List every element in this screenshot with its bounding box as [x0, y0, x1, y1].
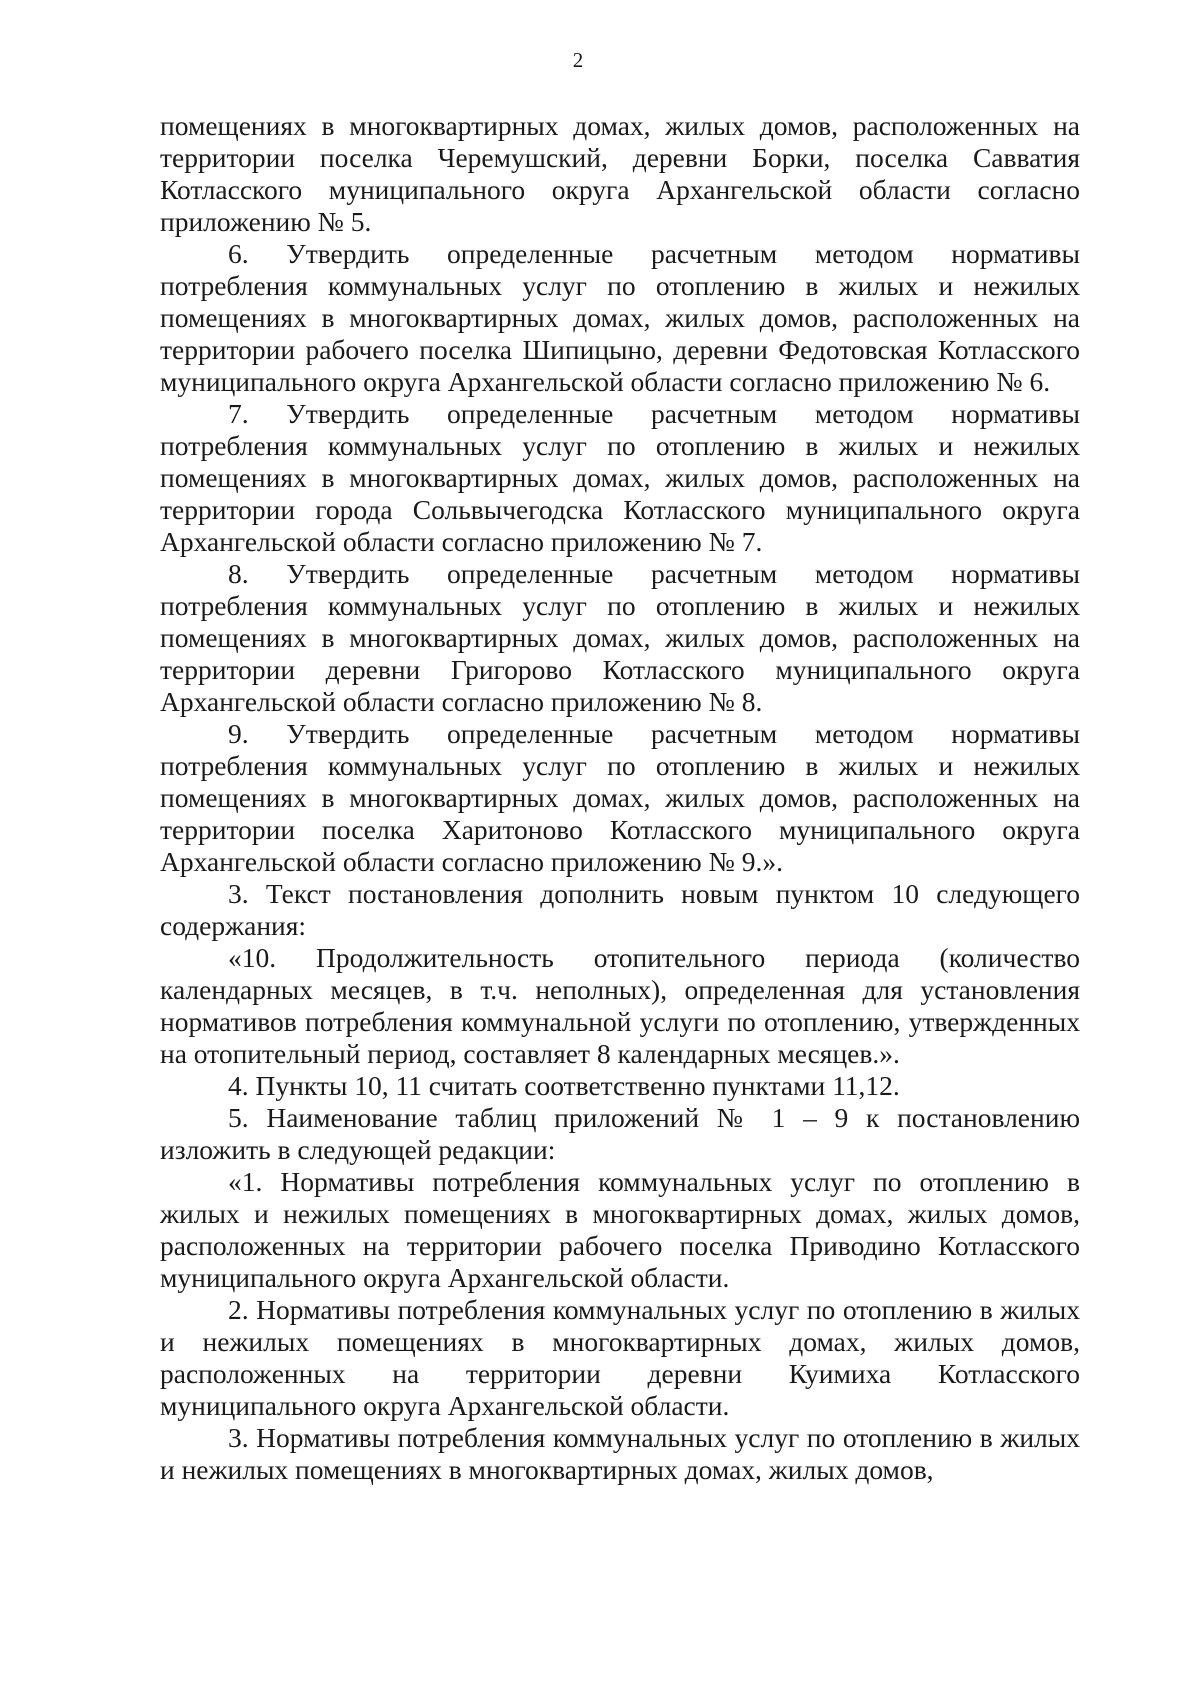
paragraph-item-9: 9. Утвердить определенные расчетным методом нормативы потребления коммунальных услуг по отоплению в жилых и нежилых помещениях в многоквартирных домах, жилых домов, расположенных на территории поселка Харитоново Котласского муниципального округа Архангельской области согласно приложению № 9.».	[160, 718, 1080, 877]
paragraph-point-5: 5. Наименование таблиц приложений № 1 – 9 к постановлению изложить в следующей редакции:	[160, 1102, 1080, 1165]
paragraph-table-2: 2. Нормативы потребления коммунальных услуг по отоплению в жилых и нежилых помещениях в многоквартирных домах, жилых домов, расположенных на территории деревни Куимиха Котласского муниципального округа Архангельской области.	[160, 1294, 1080, 1421]
paragraph-table-1: «1. Нормативы потребления коммунальных услуг по отоплению в жилых и нежилых помещениях в многоквартирных домах, жилых домов, расположенных на территории рабочего поселка Приводино Котласского муниципального округа Архангельской области.	[160, 1166, 1080, 1293]
page-number: 2	[572, 48, 584, 72]
paragraph-item-8: 8. Утвердить определенные расчетным методом нормативы потребления коммунальных услуг по отоплению в жилых и нежилых помещениях в многоквартирных домах, жилых домов, расположенных на территории деревни Григорово Котласского муниципального округа Архангельской области согласно приложению № 8.	[160, 558, 1080, 717]
paragraph-point-3: 3. Текст постановления дополнить новым пунктом 10 следующего содержания:	[160, 878, 1080, 941]
paragraph-item-6: 6. Утвердить определенные расчетным методом нормативы потребления коммунальных услуг по отоплению в жилых и нежилых помещениях в многоквартирных домах, жилых домов, расположенных на территории рабочего поселка Шипицыно, деревни Федотовская Котласского муниципального округа Архангельской области согласно приложению № 6.	[160, 238, 1080, 397]
paragraph-continuation: помещениях в многоквартирных домах, жилых домов, расположенных на территории поселка Черемушский, деревни Борки, поселка Савватия Котласского муниципального округа Архангельской области согласно приложению № 5.	[160, 110, 1080, 237]
paragraph-new-item-10: «10. Продолжительность отопительного периода (количество календарных месяцев, в т.ч. неполных), определенная для установления нормативов потребления коммунальной услуги по отоплению, утвержденных на отопительный период, составляет 8 календарных месяцев.».	[160, 942, 1080, 1069]
paragraph-item-7: 7. Утвердить определенные расчетным методом нормативы потребления коммунальных услуг по отоплению в жилых и нежилых помещениях в многоквартирных домах, жилых домов, расположенных на территории города Сольвычегодска Котласского муниципального округа Архангельской области согласно приложению № 7.	[160, 398, 1080, 557]
paragraph-point-4: 4. Пункты 10, 11 считать соответственно пунктами 11,12.	[228, 1070, 900, 1101]
document-body	[160, 110, 1080, 1486]
paragraph-table-3: 3. Нормативы потребления коммунальных услуг по отоплению в жилых и нежилых помещениях в многоквартирных домах, жилых домов,	[160, 1422, 1080, 1485]
